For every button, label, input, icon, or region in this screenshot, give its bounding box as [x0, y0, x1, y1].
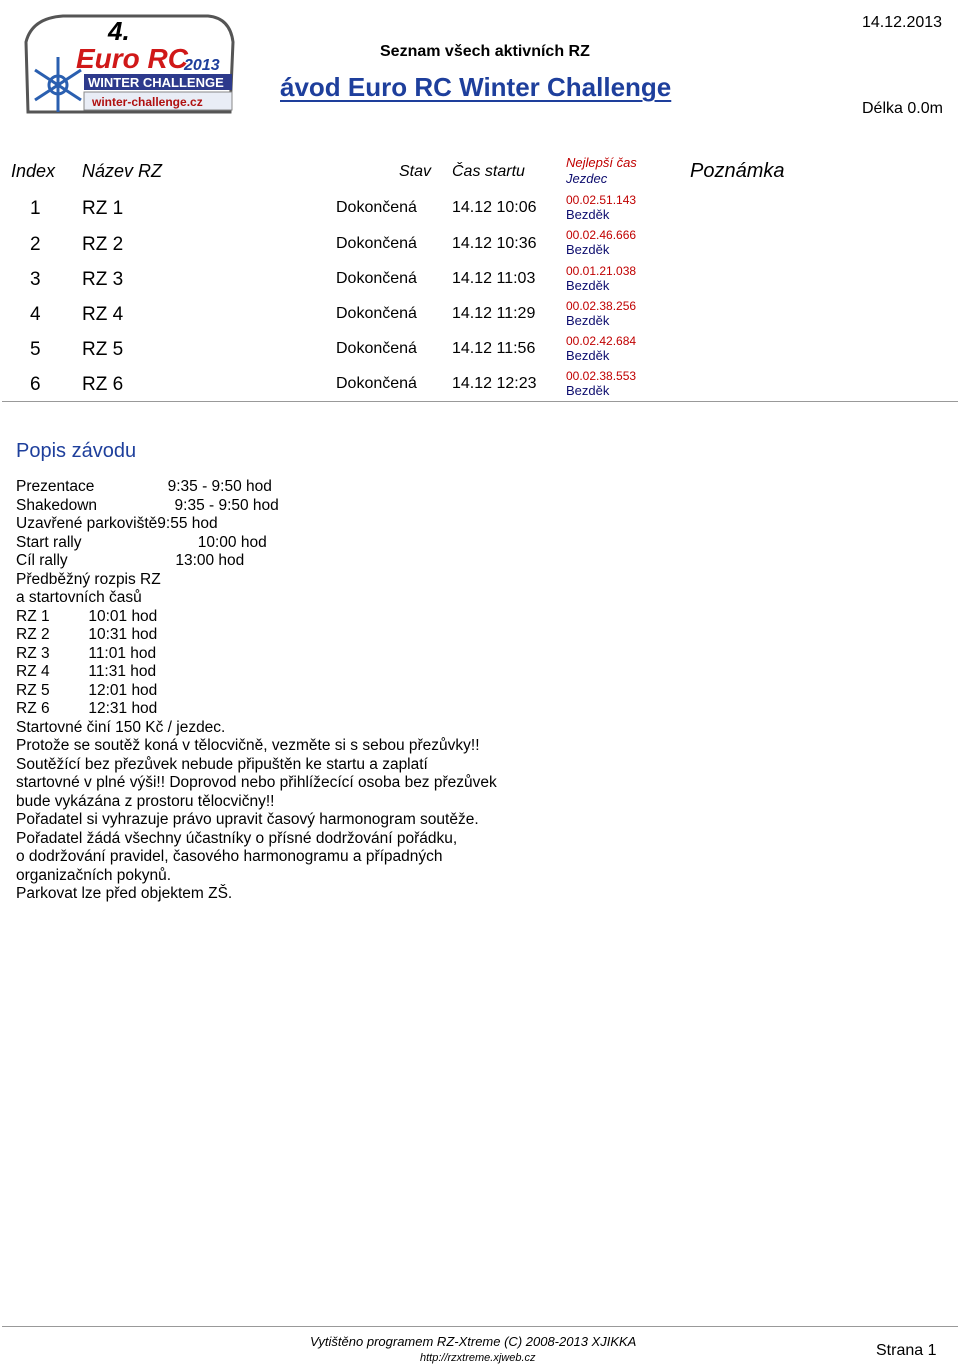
col-header-start: Čas startu — [452, 163, 525, 180]
row-best-time: 00.02.46.666 — [566, 228, 637, 242]
description-line: RZ 1 10:01 hod — [16, 607, 158, 625]
row-name: RZ 6 — [82, 374, 124, 395]
row-best-time: 00.02.38.553 — [566, 369, 637, 383]
row-name: RZ 4 — [82, 304, 124, 325]
col-header-note: Poznámka — [690, 160, 785, 182]
row-best-time: 00.02.42.684 — [566, 334, 637, 348]
description-title: Popis závodu — [16, 440, 137, 462]
page-number: Strana 1 — [876, 1342, 937, 1359]
row-state: Dokončená — [336, 235, 417, 252]
row-state: Dokončená — [336, 270, 417, 287]
row-index: 6 — [30, 374, 41, 395]
row-name: RZ 3 — [82, 269, 124, 290]
footer-url-link[interactable]: http://rzxtreme.xjweb.cz — [420, 1352, 536, 1364]
row-best-time: 00.02.51.143 — [566, 193, 637, 207]
row-start-time: 14.12 11:03 — [452, 270, 536, 287]
row-index: 2 — [30, 234, 41, 255]
row-state: Dokončená — [336, 375, 417, 392]
svg-text:2013: 2013 — [184, 57, 220, 74]
row-start-time: 14.12 11:56 — [452, 340, 536, 357]
description-line: startovné v plné výši!! Doprovod nebo přihlížecící osoba bez přezůvek — [16, 774, 497, 791]
footer-program: Vytištěno programem RZ-Xtreme (C) 2008-2013 XJIKKA — [310, 1334, 637, 1349]
row-driver: Bezděk — [566, 278, 610, 293]
description-line: organizačních pokynů. — [16, 866, 172, 884]
description-line: RZ 6 12:31 hod — [16, 700, 158, 717]
event-logo — [18, 12, 240, 118]
row-state: Dokončená — [336, 199, 417, 216]
description-line: bude vykázána z prostoru tělocvičny!! — [16, 792, 275, 810]
col-header-name: Název RZ — [82, 161, 163, 181]
report-date: 14.12.2013 — [862, 14, 943, 31]
svg-text:winter-challenge.cz: winter-challenge.cz — [92, 95, 203, 109]
row-start-time: 14.12 12:23 — [452, 375, 537, 392]
description-line: RZ 4 11:31 hod — [16, 663, 157, 680]
row-driver: Bezděk — [566, 242, 610, 257]
description-line: Parkovat lze před objektem ZŠ. — [16, 885, 233, 902]
row-start-time: 14.12 10:06 — [452, 199, 537, 216]
description-line: o dodržování pravidel, časového harmonogramu a případných — [16, 848, 443, 865]
row-name: RZ 1 — [82, 198, 124, 219]
description-line: Protože se soutěž koná v tělocvičně, vezměte si s sebou přezůvky!! — [16, 737, 480, 754]
description-line: Uzavřené parkoviště9:55 hod — [16, 515, 218, 532]
logo-graphic — [18, 12, 240, 118]
track-length: Délka 0.0m — [862, 100, 943, 117]
description-line: RZ 3 11:01 hod — [16, 644, 157, 662]
row-driver: Bezděk — [566, 313, 610, 328]
event-title-link[interactable]: ávod Euro RC Winter Challenge — [280, 72, 672, 102]
col-header-index: Index — [11, 161, 56, 181]
row-state: Dokončená — [336, 340, 417, 357]
col-header-best: Nejlepší čas — [566, 155, 637, 170]
row-index: 1 — [30, 198, 41, 219]
description-line: Cíl rally 13:00 hod — [16, 552, 245, 569]
description-line: Soutěžící bez přezůvek nebude připuštěn ke startu a zaplatí — [16, 755, 428, 773]
row-start-time: 14.12 10:36 — [452, 235, 537, 252]
row-start-time: 14.12 11:29 — [452, 305, 536, 322]
row-state: Dokončená — [336, 305, 417, 322]
description-line: a startovních časů — [16, 589, 142, 606]
col-header-driver: Jezdec — [566, 171, 608, 186]
svg-text:4.: 4. — [108, 16, 130, 46]
row-index: 3 — [30, 269, 41, 290]
description-line: Prezentace 9:35 - 9:50 hod — [16, 478, 272, 495]
description-line: Pořadatel si vyhrazuje právo upravit časový harmonogram soutěže. — [16, 811, 479, 828]
description-line: Předběžný rozpis RZ — [16, 570, 161, 588]
row-driver: Bezděk — [566, 207, 610, 222]
description-line: Pořadatel žádá všechny účastníky o přísné dodržování pořádku, — [16, 829, 458, 847]
description-line: RZ 2 10:31 hod — [16, 626, 158, 643]
description-line: Startovné činí 150 Kč / jezdec. — [16, 718, 226, 736]
row-best-time: 00.02.38.256 — [566, 299, 637, 313]
description-line: RZ 5 12:01 hod — [16, 681, 158, 699]
report-subtitle: Seznam všech aktivních RZ — [380, 43, 590, 60]
row-index: 5 — [30, 339, 41, 360]
row-best-time: 00.01.21.038 — [566, 264, 637, 278]
footer-divider — [2, 1326, 958, 1327]
description-body — [16, 478, 497, 904]
svg-text:Euro RC: Euro RC — [76, 43, 188, 74]
description-line: Shakedown 9:35 - 9:50 hod — [16, 496, 279, 514]
row-index: 4 — [30, 304, 41, 325]
svg-text:WINTER CHALLENGE: WINTER CHALLENGE — [88, 75, 224, 90]
col-header-state: Stav — [399, 163, 432, 180]
row-name: RZ 2 — [82, 234, 124, 255]
row-name: RZ 5 — [82, 339, 124, 360]
row-driver: Bezděk — [566, 383, 610, 398]
row-driver: Bezděk — [566, 348, 610, 363]
description-line: Start rally 10:00 hod — [16, 533, 267, 551]
table-divider — [2, 401, 958, 402]
